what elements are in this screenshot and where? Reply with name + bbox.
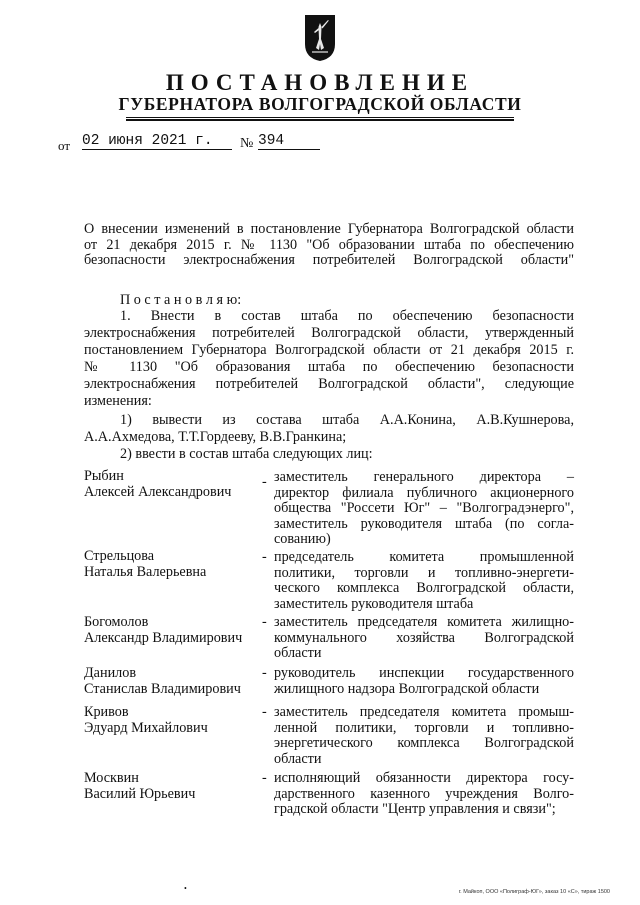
paragraph-line: электроснабжения потребителей Волгоградской области", следующие bbox=[84, 376, 574, 392]
volgograd-coat-of-arms-icon bbox=[304, 14, 336, 62]
role-line: сованию) bbox=[274, 531, 331, 547]
number-field bbox=[258, 132, 320, 150]
subject-line: безопасности электроснабжения потребителей Волгоградской области" bbox=[84, 252, 574, 268]
role-line: председатель комитета промышленной bbox=[274, 549, 574, 565]
page-mark: • bbox=[184, 884, 187, 893]
member-name bbox=[84, 771, 264, 802]
role-line: дарственного казенного учреждения Волго- bbox=[274, 785, 574, 802]
member-name bbox=[84, 615, 264, 646]
member-role bbox=[274, 615, 574, 662]
role-line: области bbox=[274, 750, 322, 767]
member-dash: - bbox=[262, 770, 267, 786]
member-dash: - bbox=[262, 665, 267, 681]
document-subtitle: ГУБЕРНАТОРА ВОЛГОГРАДСКОЙ ОБЛАСТИ bbox=[118, 94, 522, 114]
member-name bbox=[84, 666, 264, 697]
member-dash: - bbox=[262, 474, 267, 490]
list-item-line: А.А.Ахмедова, Т.Т.Гордееву, В.В.Гранкина; bbox=[84, 429, 347, 445]
role-line: ческого комплекса Волгоградской области, bbox=[274, 580, 574, 596]
paragraph-line: электроснабжения потребителей Волгоградской области, утвержденный bbox=[84, 325, 574, 341]
header-rule-thick bbox=[126, 119, 514, 121]
member-given-names: Алексей Александрович bbox=[84, 483, 232, 500]
role-line: общества "Россети Юг" – "Волгоградэнерго", bbox=[274, 500, 574, 516]
member-given-names: Эдуард Михайлович bbox=[84, 719, 208, 736]
document-title: ПОСТАНОВЛЕНИЕ bbox=[165, 70, 475, 95]
role-line: руководитель инспекции государственного bbox=[274, 665, 574, 681]
role-line: исполняющий обязанности директора госу- bbox=[274, 770, 574, 786]
member-surname: Данилов bbox=[84, 665, 137, 681]
role-line: ленной политики, торговли и топливно- bbox=[274, 719, 574, 736]
role-line: политики, торговли и топливно-энергети- bbox=[274, 564, 574, 581]
role-line: жилищного надзора Волгоградской области bbox=[274, 680, 540, 697]
subject-line: от 21 декабря 2015 г. № 1130 "Об образовании штаба по обеспечению bbox=[84, 236, 574, 253]
subject-line: О внесении изменений в постановление Губернатора Волгоградской области bbox=[84, 221, 574, 237]
member-given-names: Наталья Валерьевна bbox=[84, 563, 207, 580]
paragraph-line: 1. Внести в состав штаба по обеспечению безопасности bbox=[120, 308, 574, 324]
role-line: заместитель руководителя штаба bbox=[274, 595, 474, 612]
list-item-line: 1) вывести из состава штаба А.А.Конина, А.В.Кушнерова, bbox=[120, 412, 574, 428]
role-line: коммунального хозяйства Волгоградской bbox=[274, 629, 574, 646]
member-name bbox=[84, 469, 264, 500]
member-role bbox=[274, 470, 574, 548]
role-line: области bbox=[274, 645, 322, 661]
role-line: заместитель председателя комитета жилищно- bbox=[274, 614, 574, 630]
number-value: 394 bbox=[258, 133, 285, 149]
member-surname: Кривов bbox=[84, 704, 129, 720]
member-role bbox=[274, 550, 574, 612]
subject-block bbox=[84, 222, 574, 269]
member-dash: - bbox=[262, 704, 267, 720]
role-line: заместитель председателя комитета промыш- bbox=[274, 704, 574, 720]
member-given-names: Александр Владимирович bbox=[84, 629, 243, 646]
decree-word: П о с т а н о в л я ю: bbox=[120, 292, 242, 308]
role-line: градской области "Центр управления и связи"; bbox=[274, 801, 556, 817]
role-line: энергетического комплекса Волгоградской bbox=[274, 735, 574, 751]
paragraph-line: постановлением Губернатора Волгоградской области от 21 декабря 2015 г. bbox=[84, 342, 574, 358]
member-surname: Богомолов bbox=[84, 614, 149, 630]
role-line: заместитель генерального директора – bbox=[274, 469, 574, 485]
member-surname: Рыбин bbox=[84, 468, 124, 484]
role-line: директор филиала публичного акционерного bbox=[274, 484, 574, 501]
member-given-names: Станислав Владимирович bbox=[84, 680, 241, 697]
member-role bbox=[274, 705, 574, 767]
member-surname: Стрельцова bbox=[84, 548, 155, 564]
role-line: заместитель руководителя штаба (по согла- bbox=[274, 515, 574, 532]
date-field bbox=[82, 132, 232, 150]
printer-imprint: г. Майкоп, ООО «Полиграф-ЮГ», заказ 10 «С», тираж 1500 bbox=[458, 889, 610, 895]
member-given-names: Василий Юрьевич bbox=[84, 785, 196, 802]
date-prefix: от bbox=[58, 138, 71, 153]
member-role bbox=[274, 771, 574, 818]
date-value: 02 июня 2021 г. bbox=[82, 133, 213, 149]
member-dash: - bbox=[262, 549, 267, 565]
member-surname: Москвин bbox=[84, 770, 139, 786]
number-prefix: № bbox=[240, 136, 254, 151]
member-name bbox=[84, 705, 264, 736]
member-dash: - bbox=[262, 614, 267, 630]
member-role bbox=[274, 666, 574, 697]
header-rule-thin bbox=[126, 117, 514, 118]
paragraph-line: изменения: bbox=[84, 393, 152, 409]
paragraph-line: № 1130 "Об образования штаба по обеспечению безопасности bbox=[84, 359, 574, 375]
list-item-line: 2) ввести в состав штаба следующих лиц: bbox=[120, 446, 373, 462]
member-name bbox=[84, 549, 264, 580]
